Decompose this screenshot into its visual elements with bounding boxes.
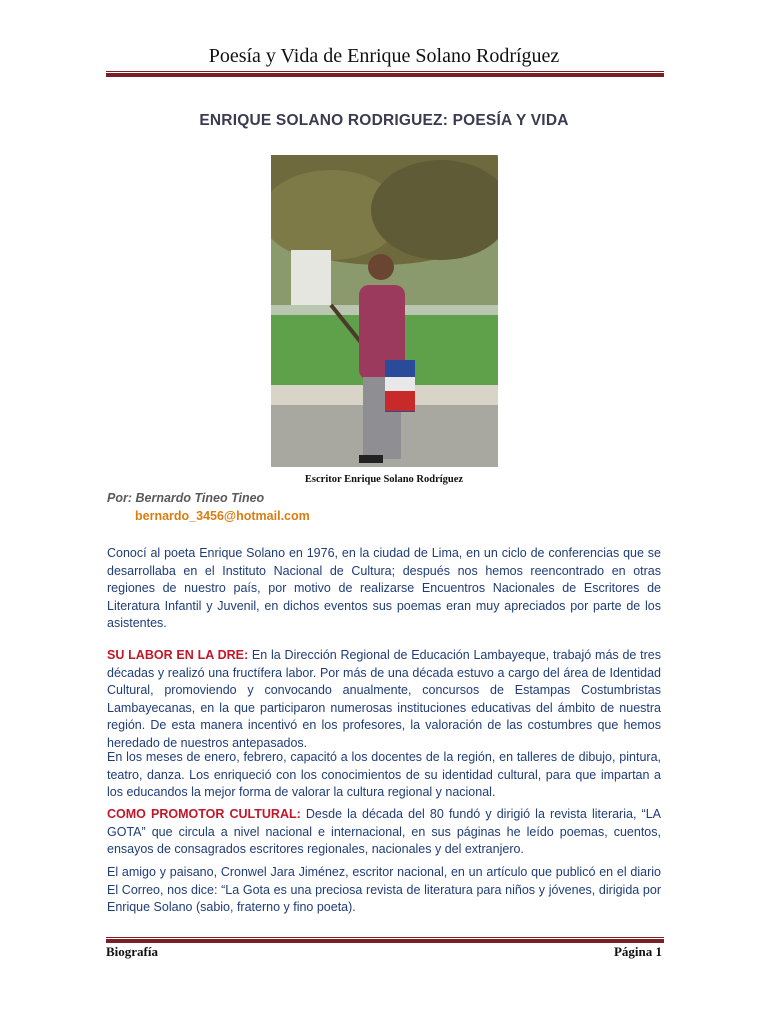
paragraph-promotor-text: Desde la década del 80 fundó y dirigió la revista literaria, “LA GOTA” que circula a nivel nacional e internacional, en sus páginas he leído poemas, cuentos, ensayos de consagrados escritores regionales, nacionales y del extranjero. [107,807,661,857]
paragraph-cronwel-text: El amigo y paisano, Cronwel Jara Jiménez, escritor nacional, en un artículo que publicó en el diario El Correo, nos dice: “La Gota es una preciosa revista de literatura para niños y jóvenes, dirigida por Enrique Solano (sabio, fraterno y fino poeta). [107,865,661,915]
paragraph-talleres [107,749,661,802]
author-photo [271,155,498,467]
author-email: bernardo_3456@hotmail.com [135,509,310,523]
paragraph-labor-dre [107,647,661,753]
paragraph-labor-dre-text: En la Dirección Regional de Educación Lambayeque, trabajó más de tres décadas y realizó una fructífera labor. Por más de una década estuvo a cargo del área de Identidad Cultural, promoviendo y convocando anualmente, concursos de Estampas Costumbristas Lambayecanas, en la que participaron numerosas instituciones educativas del ámbito de nuestra región. De esta manera incentivó en los profesores, la valoración de las costumbres que hemos heredado de nuestros antepasados. [107,648,661,750]
header-rule-thin [106,71,664,72]
paragraph-promotor [107,806,661,859]
header-title: Poesía y Vida de Enrique Solano Rodríguez [208,45,560,67]
footer-rule-thick [106,939,664,943]
footer-section-label: Biografía [106,944,158,959]
paragraph-promotor-heading: COMO PROMOTOR CULTURAL: [107,807,301,821]
paragraph-talleres-text: En los meses de enero, febrero, capacitó a los docentes de la región, en talleres de dibujo, pintura, teatro, danza. Los enriqueció con los conocimientos de su identidad cultural, para que impartan a los educandos la mejor forma de valorar la cultura regional y nacional. [107,750,661,800]
paragraph-intro [107,545,661,633]
header-rule-thick [106,73,664,77]
footer-page-number: Página 1 [613,944,662,959]
footer-rule-thin [106,937,664,938]
paragraph-intro-text: Conocí al poeta Enrique Solano en 1976, en la ciudad de Lima, en un ciclo de conferencias que se desarrollaba en el Instituto Nacional de Cultura; después nos hemos reencontrado en otras regiones de nuestro país, por motivo de realizarse Encuentros Nacionales de Escritores de Literatura Infantil y Juvenil, en dichos eventos sus poemas eran muy apreciados por parte de los asistentes. [107,546,661,631]
photo-caption: Escritor Enrique Solano Rodríguez [304,474,464,485]
paragraph-cronwel [107,864,661,917]
document-title: ENRIQUE SOLANO RODRIGUEZ: POESÍA Y VIDA [199,112,569,129]
paragraph-labor-dre-heading: SU LABOR EN LA DRE: [107,648,249,662]
author-byline: Por: Bernardo Tineo Tineo [107,491,265,505]
